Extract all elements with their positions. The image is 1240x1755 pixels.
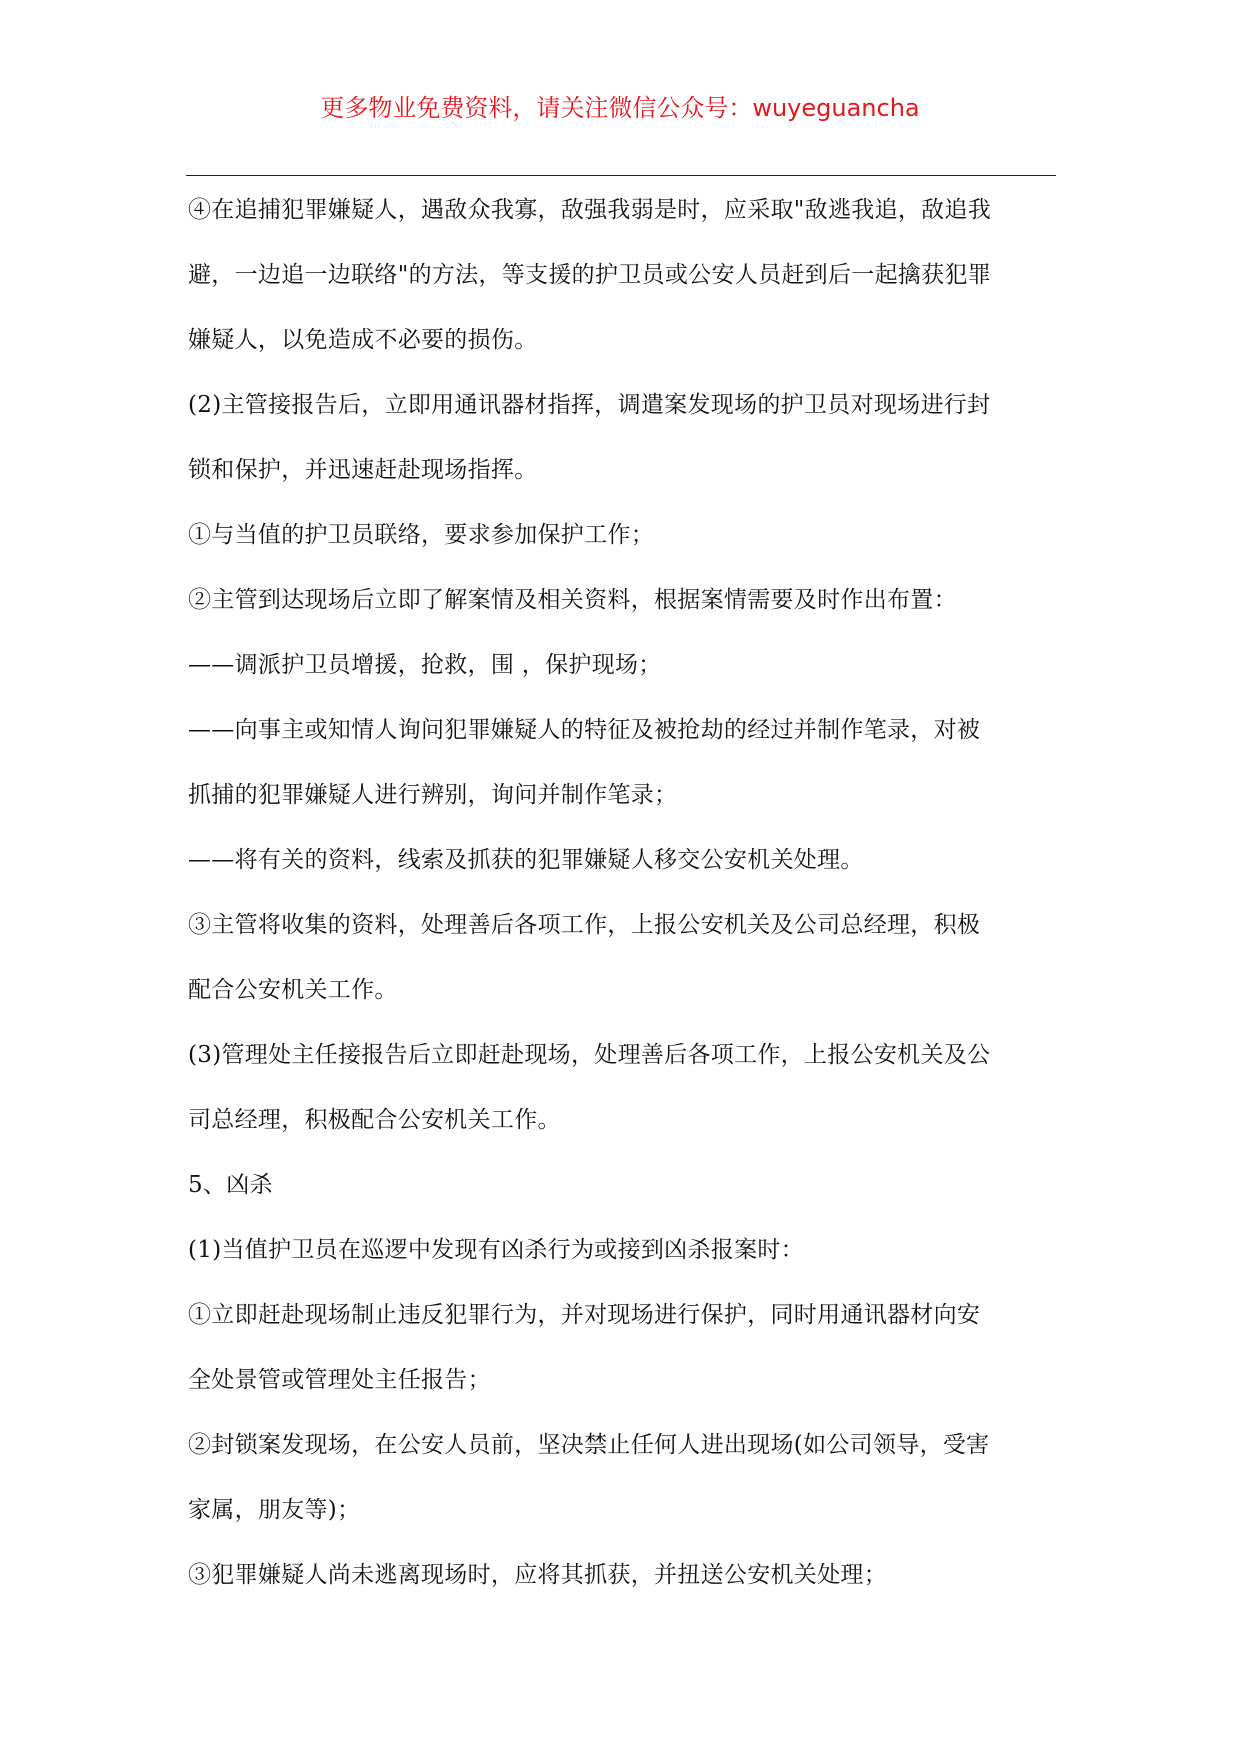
text-line: (1)当值护卫员在巡逻中发现有凶杀行为或接到凶杀报案时： [188,1237,804,1263]
text-line: 家属，朋友等)； [188,1497,361,1523]
text-line: 司总经理，积极配合公安机关工作。 [188,1107,561,1133]
text-line: ——将有关的资料，线索及抓获的犯罪嫌疑人移交公安机关处理。 [188,847,864,873]
text-line: 锁和保护，并迅速赶赴现场指挥。 [188,457,538,483]
text-line: 配合公安机关工作。 [188,977,398,1003]
text-line: 避，一边追一边联络"的方法，等支援的护卫员或公安人员赶到后一起擒获犯罪 [188,262,992,288]
header-divider [186,175,1056,176]
text-line: ——调派护卫员增援，抢救，围 ，保护现场； [188,652,662,678]
text-line: ②封锁案发现场，在公安人员前，坚决禁止任何人进出现场(如公司领导，受害 [188,1432,990,1458]
text-line: 5、凶杀 [188,1172,273,1198]
text-line: ①与当值的护卫员联络，要求参加保护工作； [188,522,654,548]
text-line: 抓捕的犯罪嫌疑人进行辨别，询问并制作笔录； [188,782,678,808]
promo-banner: 更多物业免费资料，请关注微信公众号：wuyeguancha [320,94,920,122]
text-line: 全处景管或管理处主任报告； [188,1367,491,1393]
text-line: 嫌疑人，以免造成不必要的损伤。 [188,327,538,353]
text-line: ③主管将收集的资料，处理善后各项工作，上报公安机关及公司总经理，积极 [188,912,981,938]
text-line: ④在追捕犯罪嫌疑人，遇敌众我寡，敌强我弱是时，应采取"敌逃我追，敌追我 [188,197,992,223]
text-line: (3)管理处主任接报告后立即赶赴现场，处理善后各项工作，上报公安机关及公 [188,1042,991,1068]
document-body [188,190,1056,1620]
text-line: ——向事主或知情人询问犯罪嫌疑人的特征及被抢劫的经过并制作笔录，对被 [188,717,981,743]
text-line: ②主管到达现场后立即了解案情及相关资料，根据案情需要及时作出布置： [188,587,957,613]
text-line: (2)主管接报告后，立即用通讯器材指挥，调遣案发现场的护卫员对现场进行封 [188,392,991,418]
text-line: ③犯罪嫌疑人尚未逃离现场时，应将其抓获，并扭送公安机关处理； [188,1562,887,1588]
text-line: ①立即赶赴现场制止违反犯罪行为，并对现场进行保护，同时用通讯器材向安 [188,1302,981,1328]
